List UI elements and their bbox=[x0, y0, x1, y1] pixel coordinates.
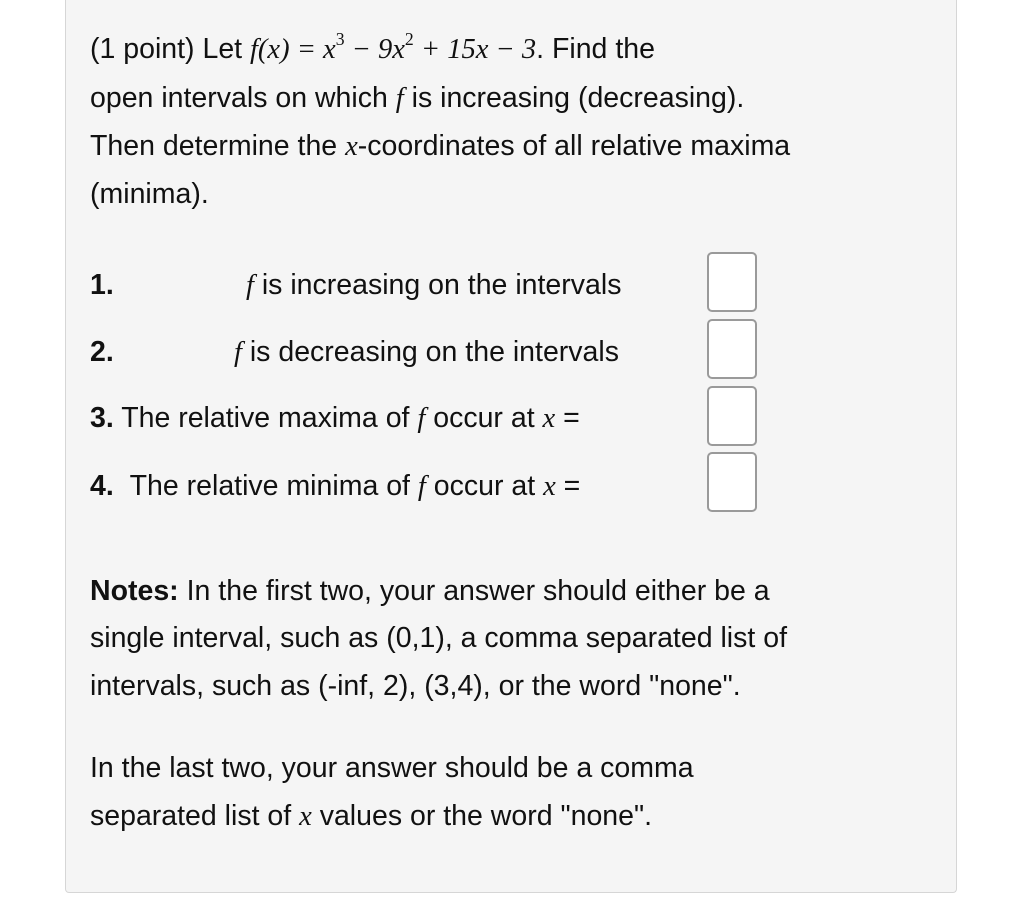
answer-increasing-intervals[interactable] bbox=[707, 252, 757, 312]
item-1-label: f is increasing on the intervals bbox=[246, 269, 622, 301]
notes-line-2: single interval, such as (0,1), a comma separated list of bbox=[90, 622, 787, 654]
problem-line-2: open intervals on which f is increasing (decreasing). bbox=[90, 82, 745, 114]
problem-line-4: (minima). bbox=[90, 178, 209, 210]
notes-para2-line-1: In the last two, your answer should be a comma bbox=[90, 752, 694, 784]
problem-panel bbox=[65, 0, 957, 893]
notes-line-3: intervals, such as (-inf, 2), (3,4), or the word "none". bbox=[90, 670, 741, 702]
problem-lead: (1 point) Let bbox=[90, 33, 243, 65]
item-3-number: 3. bbox=[90, 402, 114, 434]
problem-line-3: Then determine the x-coordinates of all relative maxima bbox=[90, 130, 791, 162]
item-3-label: 3. The relative maxima of f occur at x = bbox=[90, 402, 580, 434]
item-4-number: 4. bbox=[90, 470, 114, 502]
notes-label: Notes: bbox=[90, 575, 179, 607]
item-1-number: 1. bbox=[90, 269, 114, 301]
notes-para2-line-2: separated list of x values or the word "none". bbox=[90, 800, 653, 832]
answer-relative-minima[interactable] bbox=[707, 452, 757, 512]
answer-relative-maxima[interactable] bbox=[707, 386, 757, 446]
problem-line-1-tail: . Find the bbox=[536, 33, 655, 65]
function-expression: $f(x) = x^3 - 9x^2 + 15x - 3$ bbox=[250, 28, 537, 65]
item-2-number: 2. bbox=[90, 336, 114, 368]
problem-line-1 bbox=[90, 28, 655, 67]
answer-decreasing-intervals[interactable] bbox=[707, 319, 757, 379]
notes-line-1: Notes: In the first two, your answer should either be a bbox=[90, 575, 770, 607]
item-4-label: 4. The relative minima of f occur at x = bbox=[90, 470, 581, 502]
item-2-label: f is decreasing on the intervals bbox=[234, 336, 619, 368]
